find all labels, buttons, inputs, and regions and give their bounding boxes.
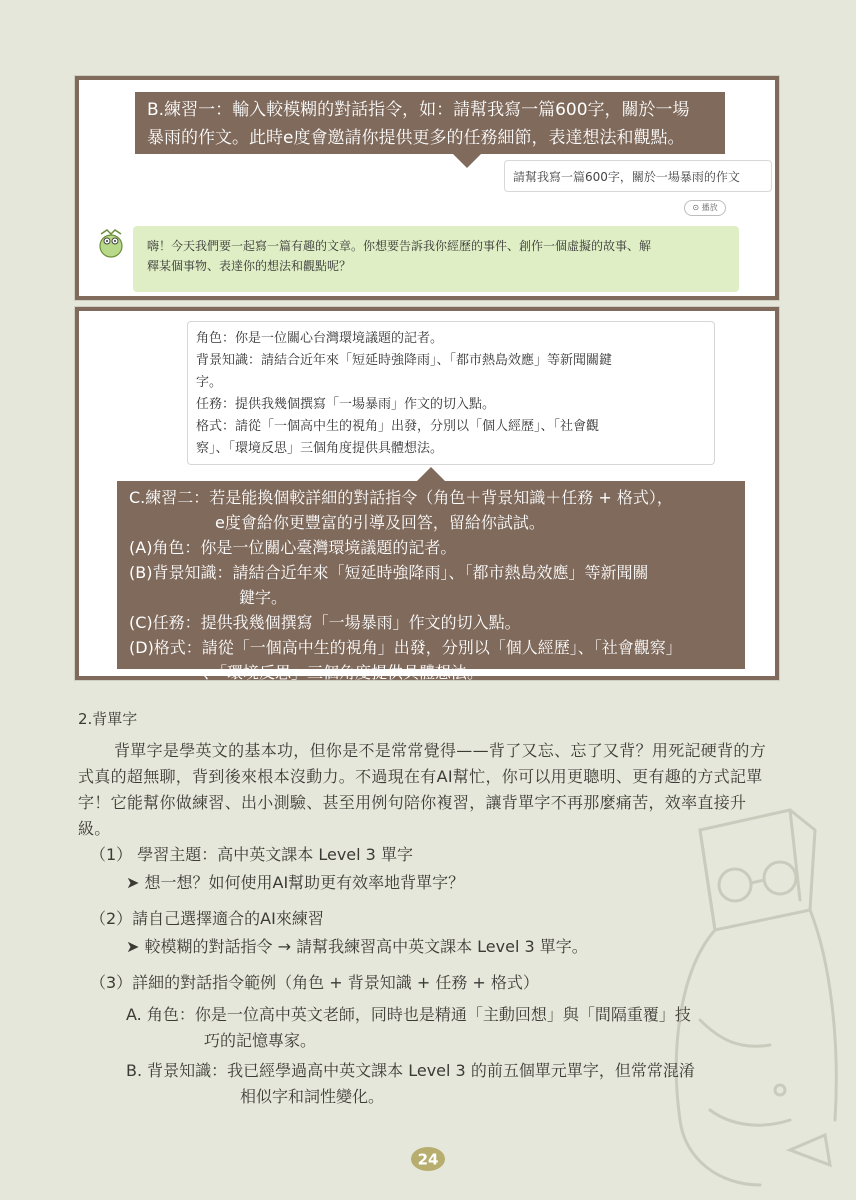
caption-line: (B)背景知識：請結合近年來「短延時強降雨」、「都市熱島效應」等新聞關 — [129, 563, 649, 582]
section-title: 2.背單字 — [78, 710, 138, 728]
bot-avatar-icon — [97, 228, 125, 258]
prompt-line: 察」、「環境反思」三個角度提供具體想法。 — [196, 441, 444, 456]
caption-exercise-two — [117, 481, 745, 682]
prompt-line: 背景知識：請結合近年來「短延時強降雨」、「都市熱島效應」等新聞關鍵 — [196, 353, 613, 368]
example-line: 巧的記憶專家。 — [204, 1031, 317, 1050]
bot-reply-line: 釋某個事物、表達你的想法和觀點呢？ — [147, 259, 352, 273]
prompt-line: 角色：你是一位關心台灣環境議題的記者。 — [196, 331, 444, 346]
character-illustration — [640, 790, 850, 1190]
play-button[interactable]: ⊙ 播放 — [684, 200, 726, 216]
example-line: B. 背景知識：我已經學過高中英文課本 Level 3 的前五個單元單字，但常常混淆 — [126, 1061, 695, 1080]
bot-reply-line: 嗨！今天我們要一起寫一篇有趣的文章。你想要告訴我你經歷的事件、創作一個虛擬的故事、解 — [147, 239, 652, 253]
caption-line: B.練習一：輸入較模糊的對話指令，如：請幫我寫一篇600字，關於一場 — [147, 100, 690, 120]
user-message-bubble: 請幫我寫一篇600字，關於一場暴雨的作文 — [504, 160, 772, 192]
caption-line: 鍵字。 — [239, 588, 288, 607]
caption-line: e度會給你更豐富的引導及回答，留給你試試。 — [215, 513, 545, 532]
list-item: （2）請自己選擇適合的AI來練習 — [90, 909, 324, 928]
list-item-hint: ➤ 較模糊的對話指令 → 請幫我練習高中英文課本 Level 3 單字。 — [126, 937, 588, 956]
page-number-badge — [410, 1146, 446, 1172]
example-line: 相似字和詞性變化。 — [240, 1087, 385, 1106]
list-item: （3）詳細的對話指令範例（角色 + 背景知識 + 任務 + 格式） — [90, 973, 539, 992]
caption-pointer — [453, 154, 481, 168]
list-item-hint: ➤ 想一想？如何使用AI幫助更有效率地背單字？ — [126, 873, 465, 892]
page-number: 24 — [417, 1150, 439, 1169]
prompt-line: 格式：請從「一個高中生的視角」出發，分別以「個人經歷」、「社會觀 — [196, 419, 600, 434]
prompt-input-box — [187, 321, 715, 465]
example-line: A. 角色：你是一位高中英文老師，同時也是精通「主動回想」與「間隔重覆」技 — [126, 1005, 691, 1024]
screenshot-frame-1 — [75, 76, 779, 300]
caption-line: (C)任務：提供我幾個撰寫「一場暴雨」作文的切入點。 — [129, 613, 521, 632]
prompt-line: 任務：提供我幾個撰寫「一場暴雨」作文的切入點。 — [196, 397, 496, 412]
caption-line: 暴雨的作文。此時e度會邀請你提供更多的任務細節，表達想法和觀點。 — [147, 128, 685, 148]
intro-paragraph: 背單字是學英文的基本功，但你是不是常常覺得——背了又忘、忘了又背？用死記硬背的方式真的超無聊，背到後來根本沒動力。不過現在有AI幫忙，你可以用更聰明、更有趣的方式記單字！它能幫你做練習、出小測驗、甚至用例句陪你複習，讓背單字不再那麼痛苦，效率直接升級。 — [78, 741, 767, 838]
list-item: （1） 學習主題：高中英文課本 Level 3 單字 — [90, 845, 413, 864]
caption-line: (D)格式：請從「一個高中生的視角」出發，分別以「個人經歷」、「社會觀察」 — [129, 638, 682, 657]
bot-reply-bubble — [133, 226, 739, 292]
screenshot-frame-2 — [75, 307, 779, 680]
caption-line: 、「環境反思」三個角度提供具體想法。 — [203, 663, 484, 682]
caption-exercise-one — [135, 92, 725, 154]
caption-line: (A)角色：你是一位關心臺灣環境議題的記者。 — [129, 538, 457, 557]
prompt-line: 字。 — [196, 375, 223, 390]
caption-line: C.練習二：若是能換個較詳細的對話指令（角色＋背景知識＋任務 + 格式）， — [129, 488, 673, 507]
caption-pointer — [417, 467, 445, 481]
